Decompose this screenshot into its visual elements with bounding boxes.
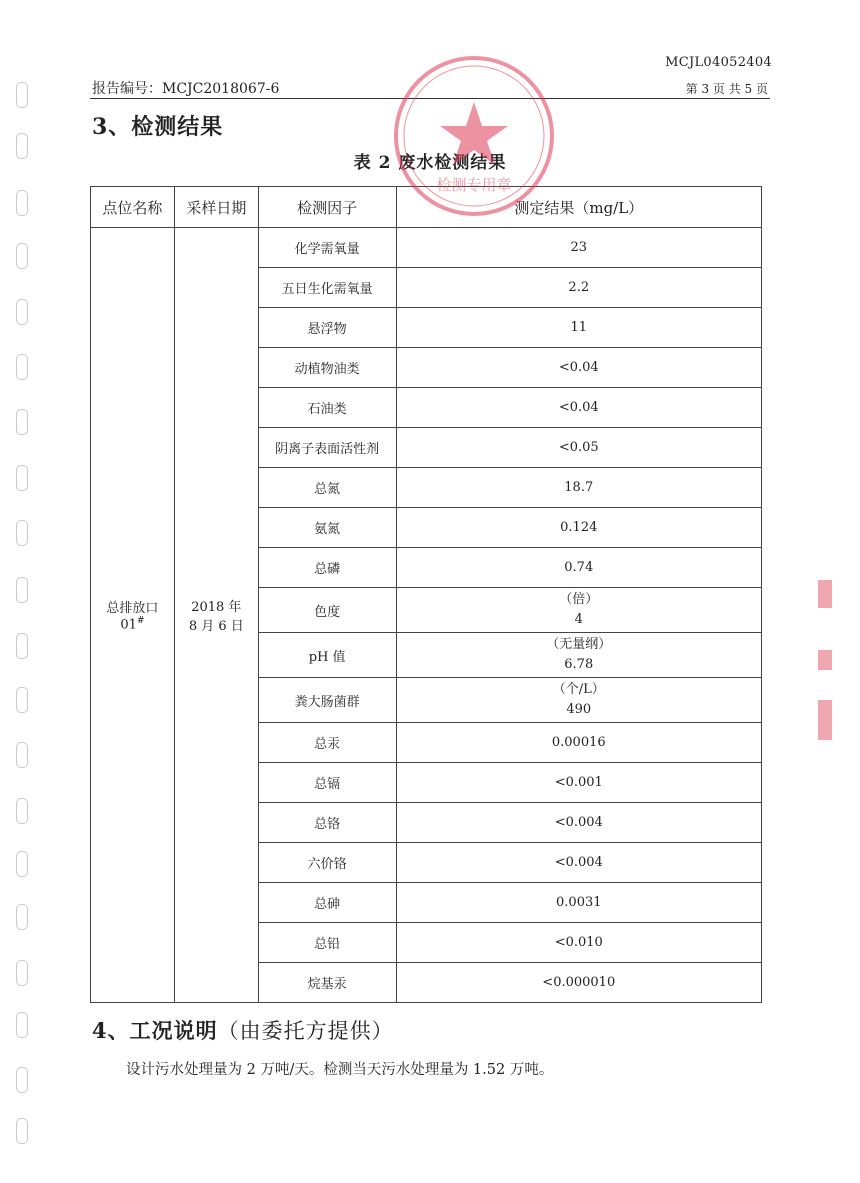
result-cell: 0.0031 — [396, 883, 761, 923]
sample-date-day: 8 月 6 日 — [188, 619, 244, 634]
factor-cell: 总磷 — [258, 548, 396, 588]
binder-hole — [16, 299, 28, 325]
seal-text: 检测专用章 — [436, 176, 512, 194]
factor-cell: 色度 — [258, 588, 396, 633]
section-3-title: 3、检测结果 — [92, 114, 224, 140]
location-name: 总排放口 — [106, 601, 159, 617]
result-unit: （个/L） — [552, 682, 605, 697]
edge-seal-fragment — [818, 700, 832, 740]
operating-condition-text: 设计污水处理量为 2 万吨/天。检测当天污水处理量为 1.52 万吨。 — [126, 1062, 554, 1078]
result-value: 490 — [566, 702, 592, 717]
result-cell: <0.010 — [396, 923, 761, 963]
table-title: 表 2 废水检测结果 — [353, 153, 507, 173]
binder-hole — [16, 465, 28, 491]
factor-cell: 总砷 — [258, 883, 396, 923]
binder-hole — [16, 82, 28, 108]
result-cell — [396, 633, 761, 678]
factor-cell: 化学需氧量 — [258, 228, 396, 268]
col-header-location: 点位名称 — [91, 187, 175, 228]
col-header-date: 采样日期 — [174, 187, 258, 228]
result-unit: （倍） — [559, 592, 599, 607]
binder-hole — [16, 577, 28, 603]
binder-hole — [16, 1012, 28, 1038]
report-number: 报告编号：MCJC2018067-6 — [92, 81, 280, 97]
factor-cell: 五日生化需氧量 — [258, 268, 396, 308]
binder-hole — [16, 798, 28, 824]
result-cell: <0.000010 — [396, 963, 761, 1003]
binder-hole — [16, 904, 28, 930]
factor-cell: 总铅 — [258, 923, 396, 963]
edge-seal-fragment — [818, 650, 832, 670]
factor-cell: 粪大肠菌群 — [258, 678, 396, 723]
location-code-wrap — [91, 616, 174, 632]
location-cell — [91, 228, 175, 1003]
binder-hole — [16, 520, 28, 546]
result-cell: 2.2 — [396, 268, 761, 308]
binder-hole — [16, 742, 28, 768]
result-cell: 11 — [396, 308, 761, 348]
section-4-heading: 4、工况说明 — [92, 1018, 218, 1043]
result-cell: 0.124 — [396, 508, 761, 548]
result-cell: 0.74 — [396, 548, 761, 588]
sample-date-year: 2018 年 — [191, 600, 242, 615]
edge-seal-fragment — [818, 580, 832, 608]
result-cell: <0.004 — [396, 803, 761, 843]
result-cell: 23 — [396, 228, 761, 268]
result-unit: （无量纲） — [546, 637, 612, 652]
section-4-title — [92, 1015, 394, 1045]
factor-cell: 动植物油类 — [258, 348, 396, 388]
result-cell: 18.7 — [396, 468, 761, 508]
binder-hole — [16, 354, 28, 380]
result-cell — [396, 588, 761, 633]
binder-hole — [16, 1067, 28, 1093]
binder-hole — [16, 243, 28, 269]
factor-cell: pH 值 — [258, 633, 396, 678]
result-cell: <0.05 — [396, 428, 761, 468]
page-indicator: 第 3 页 共 5 页 — [685, 82, 768, 96]
document-code: MCJL04052404 — [665, 55, 772, 70]
factor-cell: 氨氮 — [258, 508, 396, 548]
binder-hole — [16, 687, 28, 713]
factor-cell: 石油类 — [258, 388, 396, 428]
factor-cell: 烷基汞 — [258, 963, 396, 1003]
binder-hole — [16, 851, 28, 877]
result-cell: <0.04 — [396, 388, 761, 428]
col-header-result: 测定结果（mg/L） — [396, 187, 761, 228]
factor-cell: 总汞 — [258, 723, 396, 763]
binder-hole — [16, 409, 28, 435]
wastewater-results-table — [90, 186, 762, 1003]
company-seal-stamp — [390, 52, 558, 220]
table-row — [91, 228, 762, 268]
result-cell: <0.001 — [396, 763, 761, 803]
result-cell: 0.00016 — [396, 723, 761, 763]
factor-cell: 总铬 — [258, 803, 396, 843]
result-value: 4 — [574, 612, 583, 627]
factor-cell: 悬浮物 — [258, 308, 396, 348]
binder-hole — [16, 1118, 28, 1144]
factor-cell: 总镉 — [258, 763, 396, 803]
result-cell: <0.004 — [396, 843, 761, 883]
binder-hole — [16, 633, 28, 659]
result-cell — [396, 678, 761, 723]
col-header-factor: 检测因子 — [258, 187, 396, 228]
sample-date-cell — [174, 228, 258, 1003]
binder-hole — [16, 960, 28, 986]
factor-cell: 六价铬 — [258, 843, 396, 883]
result-value: 6.78 — [564, 657, 594, 672]
location-code: 01 — [120, 617, 137, 633]
result-cell: <0.04 — [396, 348, 761, 388]
location-superscript: # — [136, 616, 145, 627]
section-4-note: （由委托方提供） — [217, 1019, 394, 1043]
binder-hole — [16, 190, 28, 216]
factor-cell: 总氮 — [258, 468, 396, 508]
factor-cell: 阴离子表面活性剂 — [258, 428, 396, 468]
